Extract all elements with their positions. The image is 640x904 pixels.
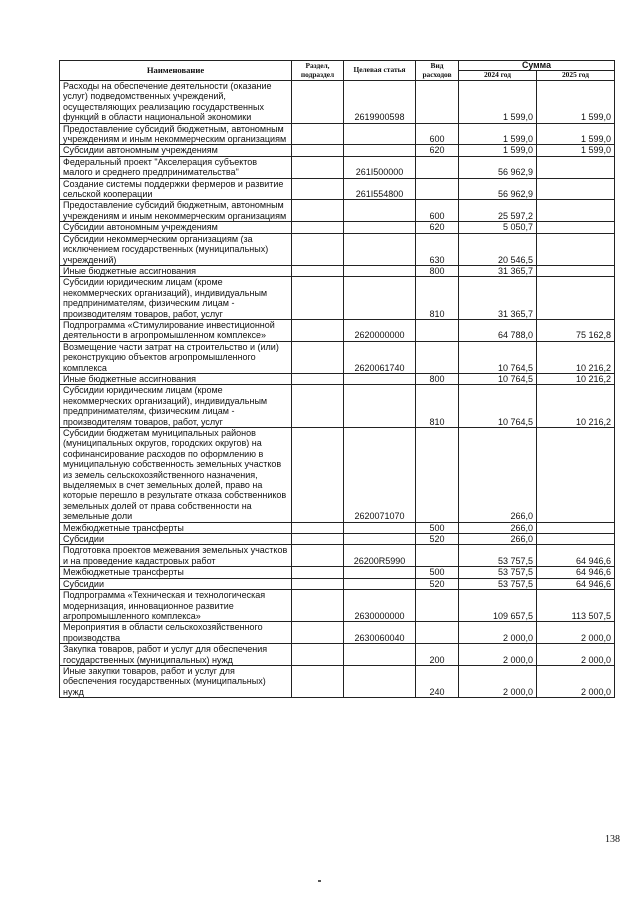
row-name: Предоставление субсидий бюджетным, автономным учреждениям и иным некоммерческим организациям xyxy=(60,123,292,145)
row-target: 2620071070 xyxy=(344,428,416,523)
row-name: Субсидии юридическим лицам (кроме некоммерческих организаций), индивидуальным предпринимателям, физическим лицам - производителям товаров, работ, услуг xyxy=(60,277,292,320)
row-sum-2025: 2 000,0 xyxy=(537,644,615,666)
table-row xyxy=(60,156,615,178)
row-target xyxy=(344,123,416,145)
budget-table xyxy=(59,60,615,698)
row-sum-2024: 10 764,5 xyxy=(459,341,537,373)
row-target: 2619900598 xyxy=(344,81,416,124)
row-kind xyxy=(416,319,459,341)
row-sum-2025: 64 946,6 xyxy=(537,578,615,589)
header-sum: Сумма xyxy=(459,61,615,71)
row-sum-2024: 53 757,5 xyxy=(459,578,537,589)
table-row xyxy=(60,200,615,222)
row-sum-2025: 64 946,6 xyxy=(537,567,615,578)
row-target: 261I500000 xyxy=(344,156,416,178)
row-section xyxy=(292,123,344,145)
row-kind xyxy=(416,428,459,523)
row-sum-2025: 10 216,2 xyxy=(537,385,615,428)
row-sum-2024: 266,0 xyxy=(459,522,537,533)
row-section xyxy=(292,373,344,384)
header-year-2024: 2024 год xyxy=(459,71,537,81)
table-row xyxy=(60,123,615,145)
table-row xyxy=(60,373,615,384)
row-target xyxy=(344,534,416,545)
table-row xyxy=(60,567,615,578)
row-name: Создание системы поддержки фермеров и развитие сельской кооперации xyxy=(60,178,292,200)
row-sum-2024: 10 764,5 xyxy=(459,385,537,428)
row-section xyxy=(292,665,344,697)
table-row xyxy=(60,644,615,666)
row-name: Возмещение части затрат на строительство и (или) реконструкцию объектов агропромышленного комплекса xyxy=(60,341,292,373)
row-name: Подпрограмма «Техническая и технологическая модернизация, инновационное развитие агропромышленного комплекса» xyxy=(60,590,292,622)
row-sum-2025: 1 599,0 xyxy=(537,81,615,124)
row-section xyxy=(292,522,344,533)
table-row xyxy=(60,233,615,265)
row-target xyxy=(344,385,416,428)
table-row xyxy=(60,81,615,124)
row-sum-2024: 2 000,0 xyxy=(459,665,537,697)
header-year-2025: 2025 год xyxy=(537,71,615,81)
row-target xyxy=(344,522,416,533)
row-kind xyxy=(416,622,459,644)
row-sum-2024: 56 962,9 xyxy=(459,156,537,178)
row-section xyxy=(292,319,344,341)
table-row xyxy=(60,578,615,589)
row-sum-2024: 2 000,0 xyxy=(459,622,537,644)
row-kind xyxy=(416,156,459,178)
row-sum-2025 xyxy=(537,200,615,222)
table-row xyxy=(60,522,615,533)
row-target: 26200R5990 xyxy=(344,545,416,567)
row-sum-2025: 64 946,6 xyxy=(537,545,615,567)
row-sum-2025 xyxy=(537,222,615,233)
row-sum-2024: 53 757,5 xyxy=(459,567,537,578)
row-kind: 630 xyxy=(416,233,459,265)
row-section xyxy=(292,222,344,233)
row-sum-2025: 2 000,0 xyxy=(537,665,615,697)
row-kind xyxy=(416,590,459,622)
row-section xyxy=(292,200,344,222)
row-name: Межбюджетные трансферты xyxy=(60,567,292,578)
row-name: Межбюджетные трансферты xyxy=(60,522,292,533)
row-name: Подпрограмма «Стимулирование инвестиционной деятельности в агропромышленном комплексе» xyxy=(60,319,292,341)
row-sum-2025: 10 216,2 xyxy=(537,373,615,384)
row-sum-2024: 64 788,0 xyxy=(459,319,537,341)
row-name: Субсидии xyxy=(60,578,292,589)
row-target xyxy=(344,277,416,320)
row-name: Иные бюджетные ассигнования xyxy=(60,373,292,384)
row-kind: 500 xyxy=(416,522,459,533)
row-sum-2025: 1 599,0 xyxy=(537,145,615,156)
footer-mark xyxy=(318,880,321,882)
row-sum-2025: 10 216,2 xyxy=(537,341,615,373)
budget-table-sheet xyxy=(59,60,614,698)
row-target xyxy=(344,373,416,384)
table-row xyxy=(60,341,615,373)
table-body xyxy=(60,81,615,698)
row-kind: 810 xyxy=(416,277,459,320)
row-kind: 520 xyxy=(416,578,459,589)
row-sum-2024: 1 599,0 xyxy=(459,145,537,156)
row-sum-2025 xyxy=(537,265,615,276)
row-target xyxy=(344,665,416,697)
row-sum-2025 xyxy=(537,233,615,265)
row-name: Федеральный проект "Акселерация субъектов малого и среднего предпринимательства" xyxy=(60,156,292,178)
table-row xyxy=(60,665,615,697)
table-row xyxy=(60,222,615,233)
row-kind: 200 xyxy=(416,644,459,666)
row-sum-2024: 5 050,7 xyxy=(459,222,537,233)
row-kind: 620 xyxy=(416,222,459,233)
row-kind xyxy=(416,178,459,200)
table-row xyxy=(60,277,615,320)
row-section xyxy=(292,233,344,265)
row-sum-2024: 31 365,7 xyxy=(459,265,537,276)
row-sum-2024: 56 962,9 xyxy=(459,178,537,200)
row-section xyxy=(292,428,344,523)
row-name: Расходы на обеспечение деятельности (оказание услуг) подведомственных учреждений, осуществляющих реализацию государственных функций в области национальной экономики xyxy=(60,81,292,124)
row-target xyxy=(344,578,416,589)
table-row xyxy=(60,385,615,428)
row-target: 2620061740 xyxy=(344,341,416,373)
row-section xyxy=(292,145,344,156)
row-name: Подготовка проектов межевания земельных участков и на проведение кадастровых работ xyxy=(60,545,292,567)
row-kind: 600 xyxy=(416,200,459,222)
row-target xyxy=(344,567,416,578)
header-target: Целевая статья xyxy=(344,61,416,81)
row-kind: 500 xyxy=(416,567,459,578)
row-sum-2025: 1 599,0 xyxy=(537,123,615,145)
row-kind: 620 xyxy=(416,145,459,156)
header-name: Наименование xyxy=(60,61,292,81)
row-sum-2024: 266,0 xyxy=(459,534,537,545)
row-kind xyxy=(416,341,459,373)
row-sum-2025 xyxy=(537,522,615,533)
row-section xyxy=(292,644,344,666)
header-kind: Вид расходов xyxy=(416,61,459,81)
table-row xyxy=(60,590,615,622)
table-row xyxy=(60,545,615,567)
row-name: Предоставление субсидий бюджетным, автономным учреждениям и иным некоммерческим организациям xyxy=(60,200,292,222)
row-sum-2025: 113 507,5 xyxy=(537,590,615,622)
row-section xyxy=(292,567,344,578)
page-number: 138 xyxy=(605,834,620,845)
row-sum-2024: 53 757,5 xyxy=(459,545,537,567)
row-sum-2025 xyxy=(537,428,615,523)
table-row xyxy=(60,265,615,276)
row-section xyxy=(292,545,344,567)
row-target: 261I554800 xyxy=(344,178,416,200)
row-kind: 800 xyxy=(416,373,459,384)
row-name: Иные бюджетные ассигнования xyxy=(60,265,292,276)
row-section xyxy=(292,385,344,428)
row-name: Субсидии юридическим лицам (кроме некоммерческих организаций), индивидуальным предпринимателям, физическим лицам - производителям товаров, работ, услуг xyxy=(60,385,292,428)
row-target: 2620000000 xyxy=(344,319,416,341)
row-name: Закупка товаров, работ и услуг для обеспечения государственных (муниципальных) нужд xyxy=(60,644,292,666)
row-sum-2024: 20 546,5 xyxy=(459,233,537,265)
row-name: Субсидии автономным учреждениям xyxy=(60,145,292,156)
row-name: Субсидии некоммерческим организациям (за исключением государственных (муниципальных) учреждений) xyxy=(60,233,292,265)
row-section xyxy=(292,156,344,178)
row-section xyxy=(292,534,344,545)
table-row xyxy=(60,534,615,545)
row-target: 2630000000 xyxy=(344,590,416,622)
row-sum-2025 xyxy=(537,178,615,200)
table-row xyxy=(60,178,615,200)
row-sum-2024: 1 599,0 xyxy=(459,123,537,145)
row-sum-2024: 266,0 xyxy=(459,428,537,523)
row-name: Субсидии xyxy=(60,534,292,545)
row-section xyxy=(292,341,344,373)
row-sum-2024: 10 764,5 xyxy=(459,373,537,384)
row-target xyxy=(344,644,416,666)
row-section xyxy=(292,590,344,622)
row-kind: 810 xyxy=(416,385,459,428)
row-section xyxy=(292,265,344,276)
header-section: Раздел, подраздел xyxy=(292,61,344,81)
row-section xyxy=(292,578,344,589)
row-target: 2630060040 xyxy=(344,622,416,644)
row-kind: 520 xyxy=(416,534,459,545)
row-name: Мероприятия в области сельскохозяйственного производства xyxy=(60,622,292,644)
row-kind xyxy=(416,545,459,567)
table-row xyxy=(60,622,615,644)
row-sum-2024: 25 597,2 xyxy=(459,200,537,222)
row-target xyxy=(344,233,416,265)
row-sum-2024: 1 599,0 xyxy=(459,81,537,124)
row-target xyxy=(344,222,416,233)
row-sum-2025: 75 162,8 xyxy=(537,319,615,341)
row-sum-2024: 109 657,5 xyxy=(459,590,537,622)
row-section xyxy=(292,622,344,644)
row-section xyxy=(292,178,344,200)
row-sum-2024: 2 000,0 xyxy=(459,644,537,666)
row-target xyxy=(344,265,416,276)
row-target xyxy=(344,200,416,222)
row-name: Субсидии бюджетам муниципальных районов (муниципальных округов, городских округов) на софинансирование расходов по оформлению в муниципальную собственность земельных участков из земель сельскохозяйственного назначения, выделяемых в счет земельных долей, право на которые перешло в результате отказа собственников земельных долей от права собственности на земельные доли xyxy=(60,428,292,523)
table-row xyxy=(60,319,615,341)
row-sum-2025 xyxy=(537,156,615,178)
row-sum-2025 xyxy=(537,534,615,545)
row-name: Иные закупки товаров, работ и услуг для обеспечения государственных (муниципальных) нужд xyxy=(60,665,292,697)
table-row xyxy=(60,145,615,156)
row-kind: 240 xyxy=(416,665,459,697)
row-kind xyxy=(416,81,459,124)
row-sum-2025 xyxy=(537,277,615,320)
row-section xyxy=(292,277,344,320)
row-sum-2025: 2 000,0 xyxy=(537,622,615,644)
row-kind: 800 xyxy=(416,265,459,276)
row-sum-2024: 31 365,7 xyxy=(459,277,537,320)
row-section xyxy=(292,81,344,124)
table-row xyxy=(60,428,615,523)
row-target xyxy=(344,145,416,156)
row-name: Субсидии автономным учреждениям xyxy=(60,222,292,233)
row-kind: 600 xyxy=(416,123,459,145)
